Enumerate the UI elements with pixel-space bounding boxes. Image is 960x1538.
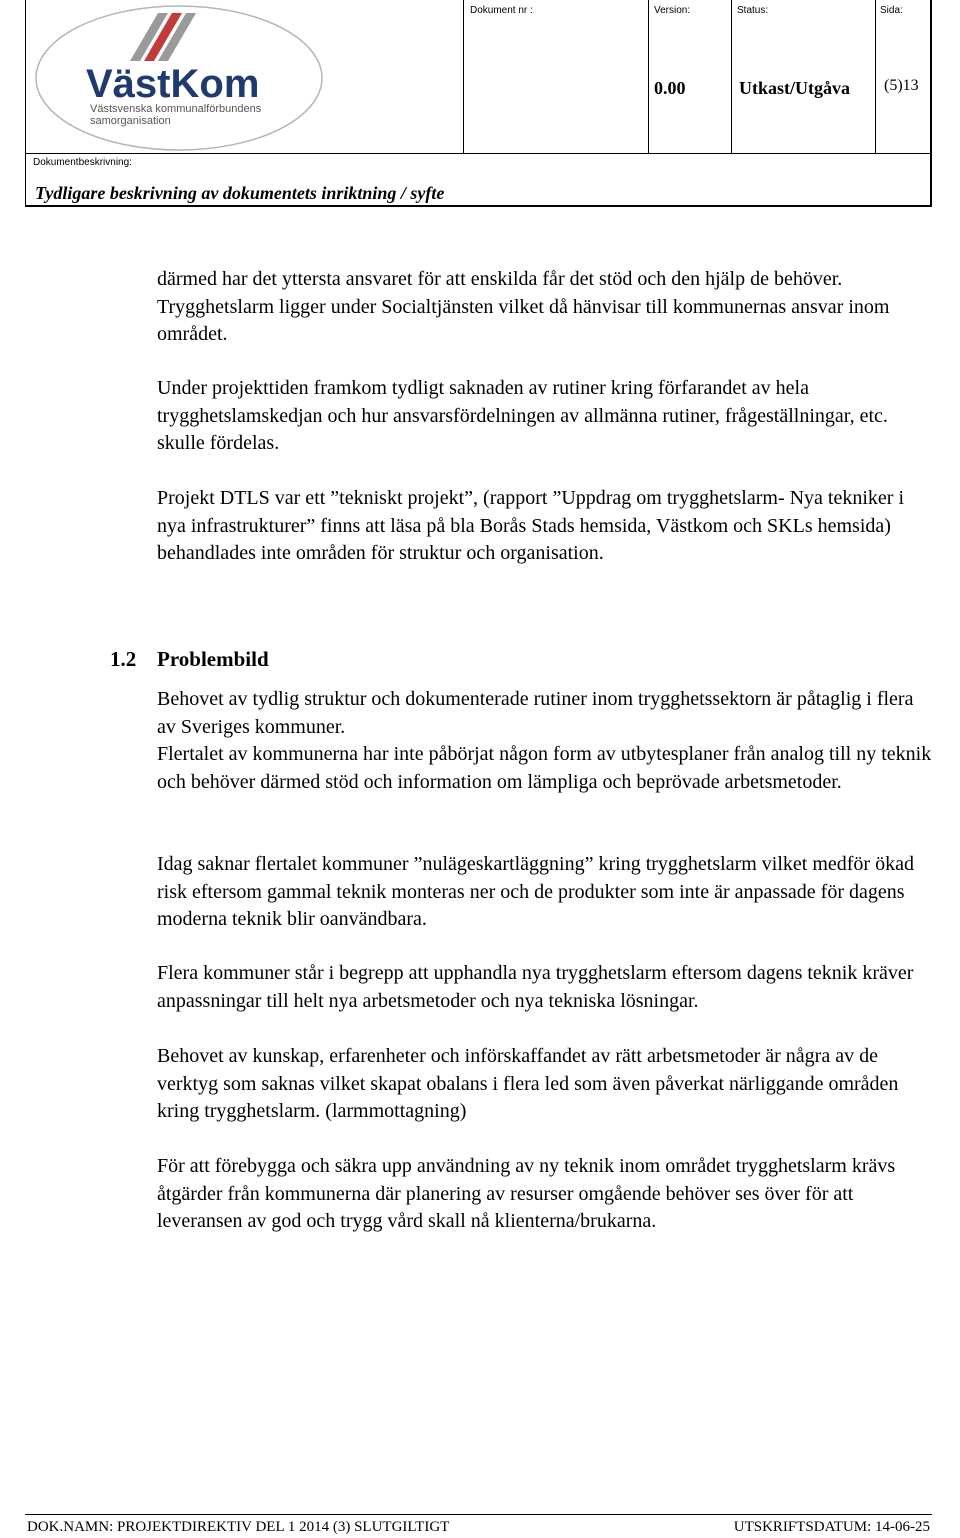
paragraph-3: Projekt DTLS var ett ”tekniskt projekt”, (rapport ”Uppdrag om trygghetslarm- Nya tekniker i nya infrastrukturer” finns att läsa på bla Borås Stads hemsida, Västkom och SKLs hemsida) behandlades inte områden för struktur och organisation. <box>157 487 905 564</box>
logo-brand: VästKom <box>86 62 260 106</box>
version-value: 0.00 <box>654 78 686 98</box>
logo-line2: samorganisation <box>90 115 171 127</box>
paragraph-8: Behovet av kunskap, erfarenheter och införskaffandet av rätt arbetsmetoder är några av de verktyg som saknas vilket skapat obalans i flera led som även påverkat närliggande områden kring trygghetslarm. (larmmottagning) <box>157 1045 899 1122</box>
section-heading <box>110 647 269 672</box>
paragraph-4: Behovet av tydlig struktur och dokumenterade rutiner inom trygghetssektorn är påtaglig i flera av Sveriges kommuner. <box>157 688 914 738</box>
page-value: (5)13 <box>884 77 919 94</box>
description-label: Dokumentbeskrivning: <box>33 157 132 168</box>
paragraph-1: därmed har det yttersta ansvaret för att enskilda får det stöd och den hjälp de behöver. Trygghetslarm ligger under Socialtjänsten vilket då hänvisar till kommunernas ansvar inom området. <box>157 268 890 345</box>
paragraph-5: Flertalet av kommunerna har inte påbörjat någon form av utbytesplaner från analog till ny teknik och behöver därmed stöd och information om lämpliga och beprövade arbetsmetoder. <box>157 743 932 793</box>
status-value: Utkast/Utgåva <box>739 78 850 98</box>
footer-doc-name: DOK.NAMN: PROJEKTDIREKTIV DEL 1 2014 (3) SLUTGILTIGT <box>27 1519 450 1535</box>
footer-print-date: UTSKRIFTSDATUM: 14-06-25 <box>733 1519 930 1535</box>
description-value: Tydligare beskrivning av dokumentets inriktning / syfte <box>35 183 445 203</box>
section-number: 1.2 <box>110 647 137 671</box>
paragraph-6: Idag saknar flertalet kommuner ”nulägeskartläggning” kring trygghetslarm vilket medför ökad risk eftersom gammal teknik monteras ner och de produkter som inte är anpassade för dagens moderna teknik blir oanvändbara. <box>157 853 914 930</box>
section-title: Problembild <box>157 647 269 671</box>
status-label: Status: <box>737 5 769 16</box>
paragraph-7: Flera kommuner står i begrepp att upphandla nya trygghetslarm eftersom dagens teknik kräver anpassningar till helt nya arbetsmetoder och nya tekniska lösningar. <box>157 962 914 1012</box>
page-label: Sida: <box>880 5 903 16</box>
version-label: Version: <box>654 5 691 16</box>
logo-line1: Västsvenska kommunalförbundens <box>90 103 262 115</box>
footer-rule <box>25 1514 932 1515</box>
paragraph-2: Under projekttiden framkom tydligt saknaden av rutiner kring förfarandet av hela trygghetslamskedjan och hur ansvarsfördelningen av allmänna rutiner, frågeställningar, etc. skulle fördelas. <box>157 377 888 454</box>
paragraph-9: För att förebygga och säkra upp användning av ny teknik inom området trygghetslarm krävs åtgärder från kommunerna där planering av resurser omgående behöver ses över för att leveransen av god och trygg vård skall nå klienterna/brukarna. <box>157 1155 896 1232</box>
doc-number-label: Dokument nr : <box>470 5 533 16</box>
vastkom-logo <box>34 3 324 153</box>
